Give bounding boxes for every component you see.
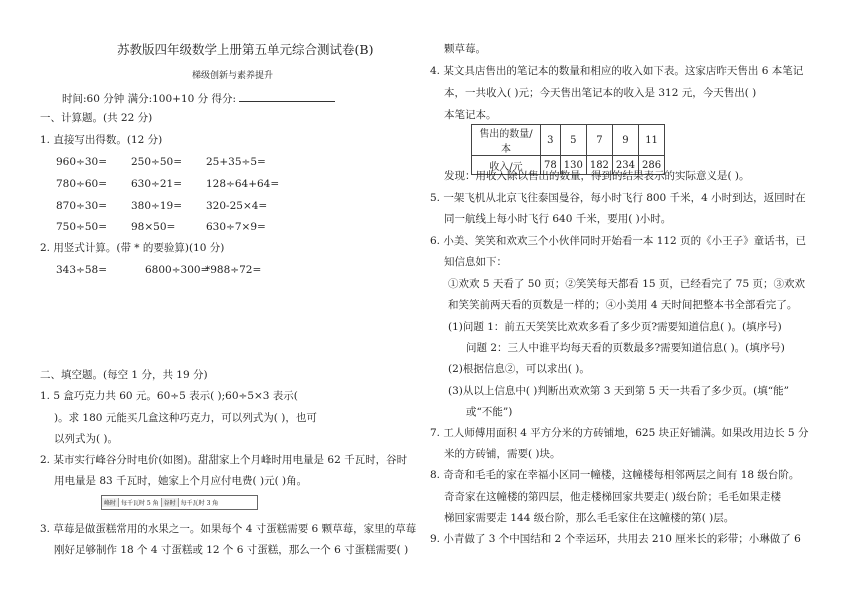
exam-info — [62, 91, 335, 106]
page-title: 苏教版四年级数学上册第五单元综合测试卷(B) — [117, 42, 374, 57]
question-line: 知信息如下： — [444, 256, 507, 268]
calc-item: 870÷30= — [56, 200, 107, 212]
sales-table — [471, 124, 665, 175]
exam-info-text: 时间:60 分钟 满分:100+10 分 得分: — [62, 93, 237, 105]
table-row — [472, 125, 665, 156]
question-line: (1)问题 1：前五天笑笑比欢欢多看了多少页?需要知道信息( )。(填序号) — [448, 321, 782, 333]
question-line: (3)从以上信息中( )判断出欢欢第 3 天到第 5 天一共看了多少页。(填“能” — [448, 385, 789, 397]
row-header-qty: 售出的数量/本 — [472, 125, 541, 156]
question-line: 本，一共收入( )元；今天售出笔记本的收入是 312 元，今天售出( ) — [444, 87, 757, 99]
question-line: 和笑笑前两天看的页数是一样的；④小美用 4 天时间把整本书全部看完了。 — [448, 299, 798, 311]
calc-item: 25+35÷5= — [206, 156, 266, 168]
question-line: 用电量是 83 千瓦时，她家上个月应付电费( )元( )角。 — [54, 475, 308, 487]
peak-label: 峰时 — [102, 498, 119, 507]
table-cell: 3 — [541, 125, 561, 156]
calc-item: 630÷21= — [131, 178, 182, 190]
calc-item: 630÷7×9= — [206, 221, 266, 233]
question-line: 7. 工人师傅用面积 4 平方分米的方砖铺地，625 块正好铺满。如果改用边长 5 分 — [430, 427, 809, 439]
question-line: 8. 奇奇和毛毛的家在幸福小区同一幢楼，这幢楼每相邻两层之间有 18 级台阶。 — [430, 469, 800, 481]
row-header-income: 收入/元 — [472, 156, 541, 175]
question-line: 发现：用收入除以售出的数量，得到的结果表示的实际意义是( )。 — [444, 170, 750, 182]
question-line: 以列式为( )。 — [54, 433, 119, 445]
score-blank[interactable] — [239, 92, 335, 102]
page-subtitle: 梯级创新与素养提升 — [192, 71, 274, 81]
calc-item: 750÷50= — [56, 221, 107, 233]
section-2-heading: 二、填空题。(每空 1 分，共 19 分) — [40, 369, 208, 381]
question-line: 或“不能”) — [466, 406, 513, 418]
question-line: 9. 小青做了 3 个中国结和 2 个幸运环，共用去 210 厘米长的彩带；小琳做了 6 — [430, 533, 801, 545]
vertical-calc-item: *988÷72= — [205, 264, 262, 276]
vertical-calc-item: 6800÷300= — [145, 264, 210, 276]
question-line: 5. 一架飞机从北京飞往泰国曼谷，每小时飞行 800 千米，4 小时到达，返回时在 — [430, 192, 806, 204]
q2-title: 2. 用竖式计算。(带 * 的要验算)(10 分) — [40, 242, 225, 254]
calc-item: 320-25×4= — [206, 200, 268, 212]
table-cell: 182 — [586, 156, 612, 175]
question-line: 同一航线上每小时飞行 640 千米，要用( )小时。 — [444, 213, 672, 225]
table-cell: 11 — [639, 125, 665, 156]
question-line: 米的方砖铺，需要( )块。 — [444, 448, 561, 460]
question-line: 4. 某文具店售出的笔记本的数量和相应的收入如下表。这家店昨天售出 6 本笔记 — [430, 65, 804, 77]
table-cell: 78 — [541, 156, 561, 175]
question-line: 1. 5 盒巧克力共 60 元。60÷5 表示( );60÷5×3 表示( — [40, 390, 298, 402]
table-cell: 9 — [612, 125, 638, 156]
question-line: ①欢欢 5 天看了 50 页；②笑笑每天都看 15 页，已经看完了 75 页；③欢欢 — [448, 278, 805, 290]
section-1-heading: 一、计算题。(共 22 分) — [40, 112, 153, 124]
question-line: 2. 某市实行峰谷分时电价(如图)。甜甜家上个月峰时用电量是 62 千瓦时，谷时 — [40, 454, 408, 466]
question-line: 本笔记本。 — [444, 109, 497, 121]
electricity-price-figure — [101, 495, 258, 510]
calc-item: 250÷50= — [131, 156, 182, 168]
question-line: 颗草莓。 — [444, 43, 486, 55]
question-line: 奇奇家在这幢楼的第四层，他走楼梯回家共要走( )级台阶；毛毛如果走楼 — [444, 491, 782, 503]
valley-label: 谷时 — [161, 498, 179, 507]
peak-price: 每千瓦时 5 角 — [121, 500, 159, 507]
question-line: 3. 草莓是做蛋糕常用的水果之一。如果每个 4 寸蛋糕需要 6 颗草莓，家里的草莓 — [40, 523, 417, 535]
calc-item: 98×50= — [131, 221, 176, 233]
calc-item: 780÷60= — [56, 178, 107, 190]
question-line: 问题 2：三人中谁平均每天看的页数最多?需要知道信息( )。(填序号) — [466, 342, 785, 354]
table-cell: 286 — [639, 156, 665, 175]
question-line: 梯回家需要走 144 级台阶，那么毛毛家住在这幢楼的第( )层。 — [444, 512, 735, 524]
table-cell: 130 — [560, 156, 586, 175]
table-cell: 7 — [586, 125, 612, 156]
calc-item: 128÷64+64= — [206, 178, 280, 190]
vertical-calc-item: 343÷58= — [56, 264, 107, 276]
question-line: )。求 180 元能买几盒这种巧克力，可以列式为( )，也可 — [54, 412, 317, 424]
table-cell: 234 — [612, 156, 638, 175]
calc-item: 380÷19= — [131, 200, 182, 212]
table-cell: 5 — [560, 125, 586, 156]
question-line: (2)根据信息②，可以求出( )。 — [448, 363, 590, 375]
question-line: 6. 小美、笑笑和欢欢三个小伙伴同时开始看一本 112 页的《小王子》童话书，已 — [430, 235, 807, 247]
valley-price: 每千瓦时 3 角 — [180, 500, 219, 507]
question-line: 刚好足够制作 18 个 4 寸蛋糕或 12 个 6 寸蛋糕，那么一个 6 寸蛋糕需要( ) — [54, 544, 409, 556]
q1-title: 1. 直接写出得数。(12 分) — [40, 134, 163, 146]
calc-item: 960÷30= — [56, 156, 107, 168]
